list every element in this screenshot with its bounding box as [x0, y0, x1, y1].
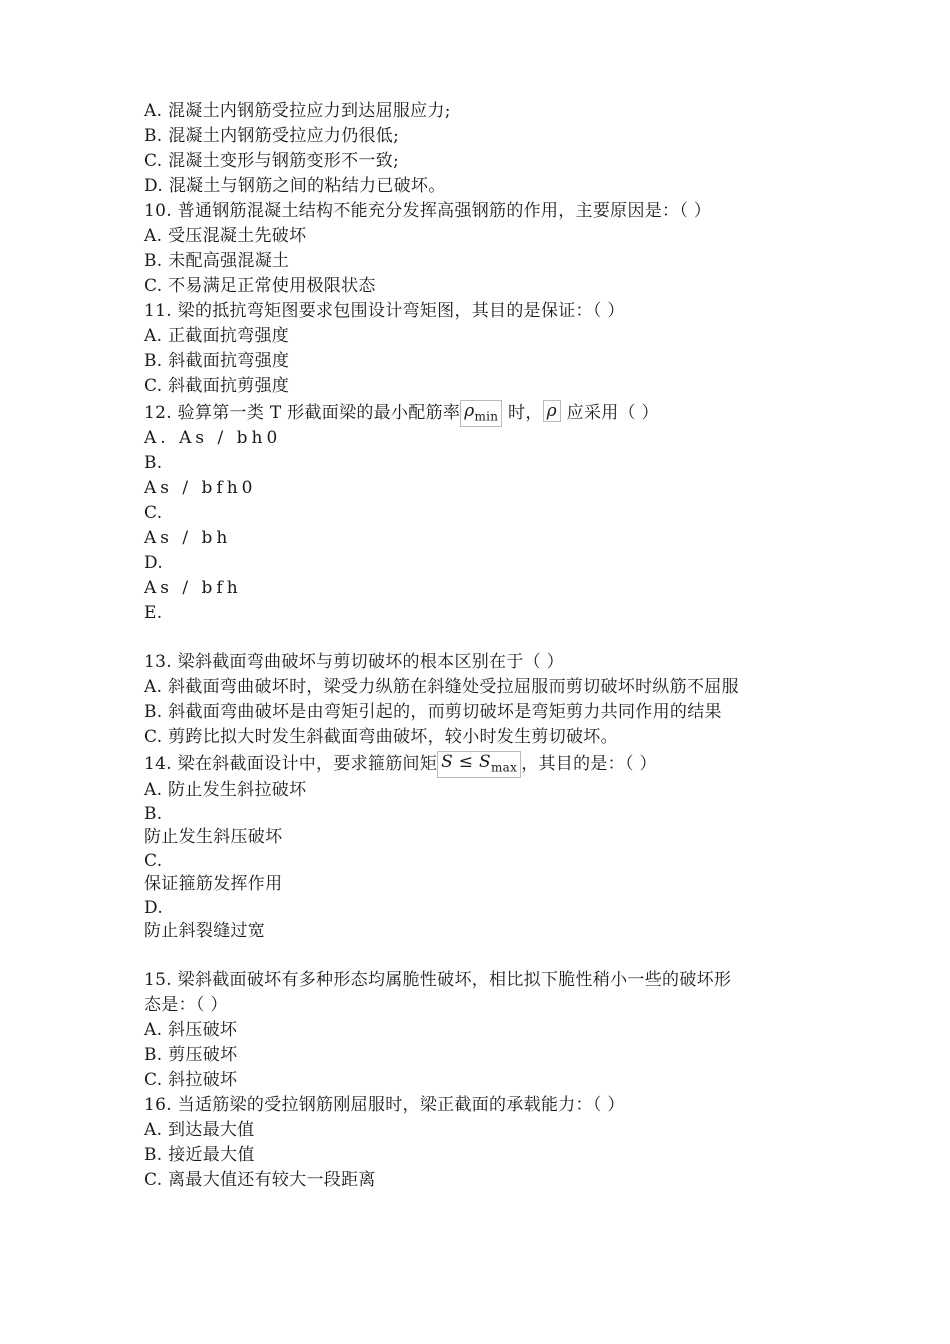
option-line: B. 剪压破坏 [144, 1045, 238, 1065]
question-15-cont: 态是：（ ） [144, 995, 228, 1015]
option-line: A. As / bh0 [144, 428, 282, 448]
option-line: B. 斜截面抗弯强度 [144, 351, 290, 371]
question-15: 15. 梁斜截面破坏有多种形态均属脆性破坏，相比拟下脆性稍小一些的破坏形 [144, 970, 732, 990]
option-line: C. 混凝土变形与钢筋变形不一致; [144, 151, 400, 171]
option-value: 防止发生斜压破坏 [144, 827, 283, 847]
option-line: C. 不易满足正常使用极限状态 [144, 276, 376, 296]
option-value: 保证箍筋发挥作用 [144, 874, 283, 894]
question-text: ，其目的是：（ ） [521, 754, 657, 774]
option-line: C. 离最大值还有较大一段距离 [144, 1170, 376, 1190]
option-value: As / bh [144, 528, 232, 548]
rho-formula: ρ [543, 400, 561, 422]
option-line: B. 斜截面弯曲破坏是由弯矩引起的，而剪切破坏是弯矩剪力共同作用的结果 [144, 702, 722, 722]
option-label: D. [144, 898, 164, 918]
option-line: A. 斜压破坏 [144, 1020, 238, 1040]
option-line: C. 斜拉破坏 [144, 1070, 238, 1090]
option-label: B. [144, 804, 163, 824]
option-line: A. 正截面抗弯强度 [144, 326, 290, 346]
option-label: C. [144, 851, 163, 871]
option-label: B. [144, 453, 163, 473]
question-text: 14. 梁在斜截面设计中，要求箍筋间矩 [144, 754, 438, 774]
option-line: B. 接近最大值 [144, 1145, 255, 1165]
question-10: 10. 普通钢筋混凝土结构不能充分发挥高强钢筋的作用，主要原因是：（ ） [144, 201, 712, 221]
rho-min-formula: $\rho_{min}$ [460, 400, 502, 427]
option-line: D. 混凝土与钢筋之间的粘结力已破坏。 [144, 176, 446, 196]
option-label: C. [144, 503, 163, 523]
option-line: C. 斜截面抗剪强度 [144, 376, 290, 396]
option-value: 防止斜裂缝过宽 [144, 921, 266, 941]
question-16: 16. 当适筋梁的受拉钢筋刚屈服时，梁正截面的承载能力：（ ） [144, 1095, 625, 1115]
question-text: 12. 验算第一类 T 形截面梁的最小配筋率 [144, 403, 461, 423]
option-line: A. 受压混凝土先破坏 [144, 226, 307, 246]
option-line: A. 防止发生斜拉破坏 [144, 780, 307, 800]
option-line: A. 到达最大值 [144, 1120, 255, 1140]
question-13: 13. 梁斜截面弯曲破坏与剪切破坏的根本区别在于（ ） [144, 652, 564, 672]
option-line: B. 未配高强混凝土 [144, 251, 290, 271]
option-line: A. 混凝土内钢筋受拉应力到达屈服应力; [144, 101, 451, 121]
question-text: 应采用（ ） [560, 403, 659, 423]
option-line: C. 剪跨比拟大时发生斜截面弯曲破坏，较小时发生剪切破坏。 [144, 727, 618, 747]
s-max-formula: $S \le S_{max}$ [437, 751, 521, 778]
question-14 [144, 751, 657, 778]
option-label: D. [144, 553, 164, 573]
option-label: E. [144, 603, 163, 623]
option-value: As / bfh [144, 578, 242, 598]
question-text: 时， [502, 403, 543, 423]
option-value: As / bfh0 [144, 478, 257, 498]
question-11: 11. 梁的抵抗弯矩图要求包围设计弯矩图，其目的是保证：（ ） [144, 301, 625, 321]
option-line: B. 混凝土内钢筋受拉应力仍很低; [144, 126, 400, 146]
option-line: A. 斜截面弯曲破坏时，梁受力纵筋在斜缝处受拉屈服而剪切破坏时纵筋不屈服 [144, 677, 739, 697]
question-12 [144, 400, 659, 427]
